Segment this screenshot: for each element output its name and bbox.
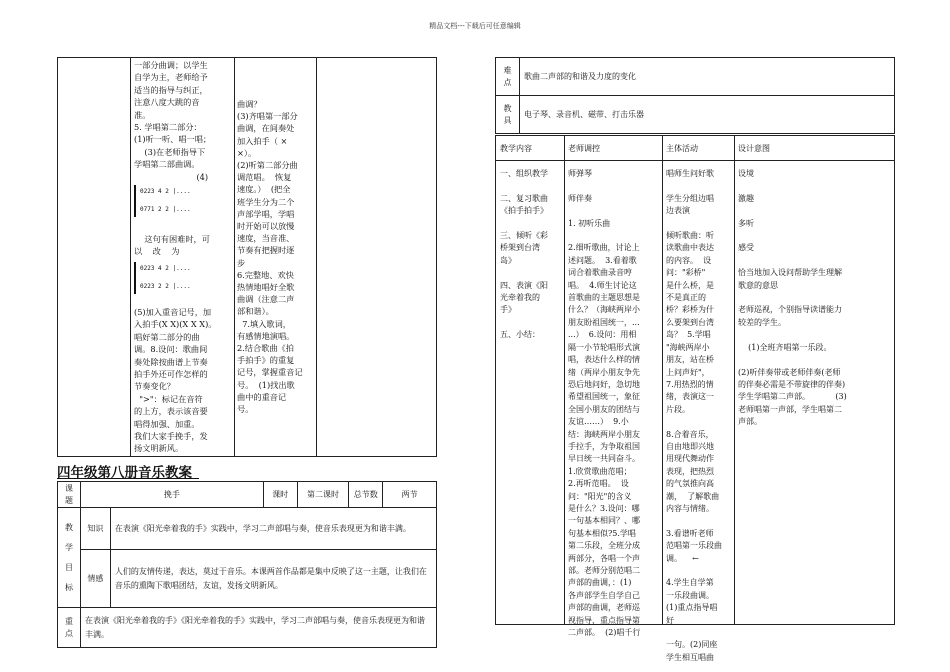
header-student: 主体活动	[666, 144, 698, 153]
column-divider	[130, 58, 131, 456]
section-title: 四年级第八册音乐教案	[57, 465, 192, 481]
goals-label: 教学目标	[58, 508, 81, 608]
title-underline	[57, 478, 199, 479]
student-column: 唱师生问好歌 学生分组边唱 边表演 倾听歌曲：听 读歌曲中表达 的内容。 设 问："彩桥" 是什么桥，是 不是真正的 桥？彩桥为什 么要架到台湾 岛？ 5.学唱 "海峡两岸小 朋友，站在桥 上问声好"， 7.用热烈的情 绪，表演这一 片段。 8.合着音乐， 自由地即兴地 用现代舞动作 表现，把热烈 的气氛推向高 潮， 了解歌曲 内容与情绪。 3.看谱听老师 范唱第一乐段曲 调。 ← 4.学生自学第 一乐段曲调。 (1)重点指导唱 好 一句。(2)同座 学生相互唱曲	[666, 169, 722, 662]
total-label: 总节数	[349, 482, 383, 508]
difficulty-label: 难点	[496, 58, 520, 96]
column-divider	[234, 58, 235, 456]
difficulty-aids-table	[495, 57, 895, 134]
header-teacher: 老师调控	[568, 144, 600, 153]
left-col2-text-c: (5)加入重音记号，加 入拍手(X X)(X X X)。 唱好第二部分的曲 调。8.设问：歌曲间 奏处除按曲谱上节奏 拍手外还可作怎样的 节奏变化？ ">"：标记在音符 的上方，表示该音要 唱得加强、加重。 我们大家手挽手，发 扬文明新风。	[134, 307, 217, 454]
score-line: 0223 4 2 |....	[140, 188, 191, 195]
header-note: 精品文档---下载后可任意编辑	[429, 22, 521, 30]
teaching-process-table	[495, 135, 895, 662]
column-divider	[734, 136, 735, 624]
header-row-divider	[496, 160, 894, 161]
key-label: 重点	[58, 608, 81, 648]
score-line: 0771 2 2 |....	[140, 206, 191, 213]
period-value: 第二课时	[297, 482, 349, 508]
left-col2-text-a: 一部分曲调；以学生 自学为主，老师给予 适当的指导与纠正， 注意八度大跳的音 准。 5. 学唱第二部分： (1)听一听、唱一唱； (3)在老师指导下 学唱第二部曲调。 (4)	[134, 60, 212, 182]
header-content: 教学内容	[500, 144, 532, 153]
left-col3-text: 曲调？ (3)齐唱第一部分 曲调，在间奏处 加入拍手（ × ×）。 (2)听第二部分曲 调范唱。 恢复 速度。） (把全 班学生分为二个 声部学唱，学唱 时开始可以放慢 速度，当音准、 节奏有把握时逐 步 6.完整地、欢快 热情地唱好全歌 曲调（注意二声 部和谐）。 7.填入歌词， 有感情地演唱。 2.结合歌曲《拍 手拍手》的重复 记号，掌握重音记 号。 (1)找出歌 曲中的重音记 号。	[237, 99, 303, 415]
header-design: 设计意图	[738, 144, 770, 153]
column-divider	[316, 58, 317, 456]
score-brace	[134, 262, 136, 294]
emotion-text: 人们的友情传递，表达，莫过于音乐。本课两首作品都是集中反映了这一主题，让我们在音乐的熏陶下歌唱团结，友谊，发扬文明新风。	[110, 550, 436, 608]
key-text: 在表演《阳光牵着我的手》《阳光牵着我的手》实践中，学习二声部唱与奏，使音乐表现更为和谐丰满。	[80, 608, 436, 648]
aids-label: 教具	[496, 96, 520, 134]
difficulty-text: 歌曲二声部的和谐及力度的变化	[519, 58, 894, 96]
content-column: 一、组织教学 二、复习歌曲 《拍手拍手》 三、倾听《彩 桥架到台湾 岛》 四、表演《阳 光牵着我的 手》 五、小结：	[500, 169, 548, 340]
aids-text: 电子琴、录音机、磁带、打击乐器	[519, 96, 894, 134]
teacher-column: 师弹琴 师伴奏 1. 初听乐曲 2.细听歌曲，讨论上 述问题。 3.看着歌 词合着歌曲录音哼 唱。 4.师生讨论这 首歌曲的主题思想是 什么？（海峡两岸小 朋友盼祖国统一，... ...） 6.设问：用相 隔一小节轮唱形式演 唱，表达什么样的情 绪（两岸小朋友争先 恐后地问好，急切地 希望祖国统一，象征 全国小朋友的团结与 友谊……） 9.小 结：海峡两岸小朋友 手拉手，为争取祖国 早日统一共同奋斗。 1.欣赏歌曲范唱； 2.再听范唱。 设 问："阳光"的含义 是什么？3.设问：哪 一句基本相同？、哪 句基本相似?5.学唱 第二乐段，全班分成 两部分，各唱一个声 部。老师分别范唱二 声部的曲调，：(1) 各声部学生自学自己 声部的曲调，老师巡 视指导，重点指导第 二声部。 (2)唱千行	[568, 169, 641, 638]
topic-value: 挽手	[80, 482, 263, 508]
score-brace	[134, 185, 136, 217]
score-line: 0223 2 2 |....	[140, 283, 191, 290]
topic-label: 课题	[58, 482, 81, 508]
knowledge-text: 在表演《阳光牵着我的手》实践中，学习二声部唱与奏，使音乐表现更为和谐丰满。	[110, 508, 436, 550]
column-divider	[662, 136, 663, 624]
left-lesson-block	[57, 57, 437, 457]
score-line: 0223 4 2 |....	[140, 265, 191, 272]
period-label: 课时	[263, 482, 297, 508]
left-col2-text-b: 这句有困难时，可 以 改 为	[134, 234, 210, 257]
design-column: 设境 激趣 多听 感受 恰当地加入设问帮助学生理解 歌意的意思 老师巡视，个别指导读谱能力 较差的学生。 (1)全班齐唱第一乐段。 (2)听伴奏带或老师伴奏(老师 的伴奏必需是不带旋律的伴奏) 学生学唱第二声部。 (3) 老师唱第一声部，学生唱第二 声部。	[738, 169, 847, 427]
knowledge-label: 知识	[80, 508, 110, 550]
column-divider	[564, 136, 565, 624]
total-value: 两节	[383, 482, 437, 508]
emotion-label: 情感	[80, 550, 110, 608]
lesson-info-table	[57, 481, 437, 648]
